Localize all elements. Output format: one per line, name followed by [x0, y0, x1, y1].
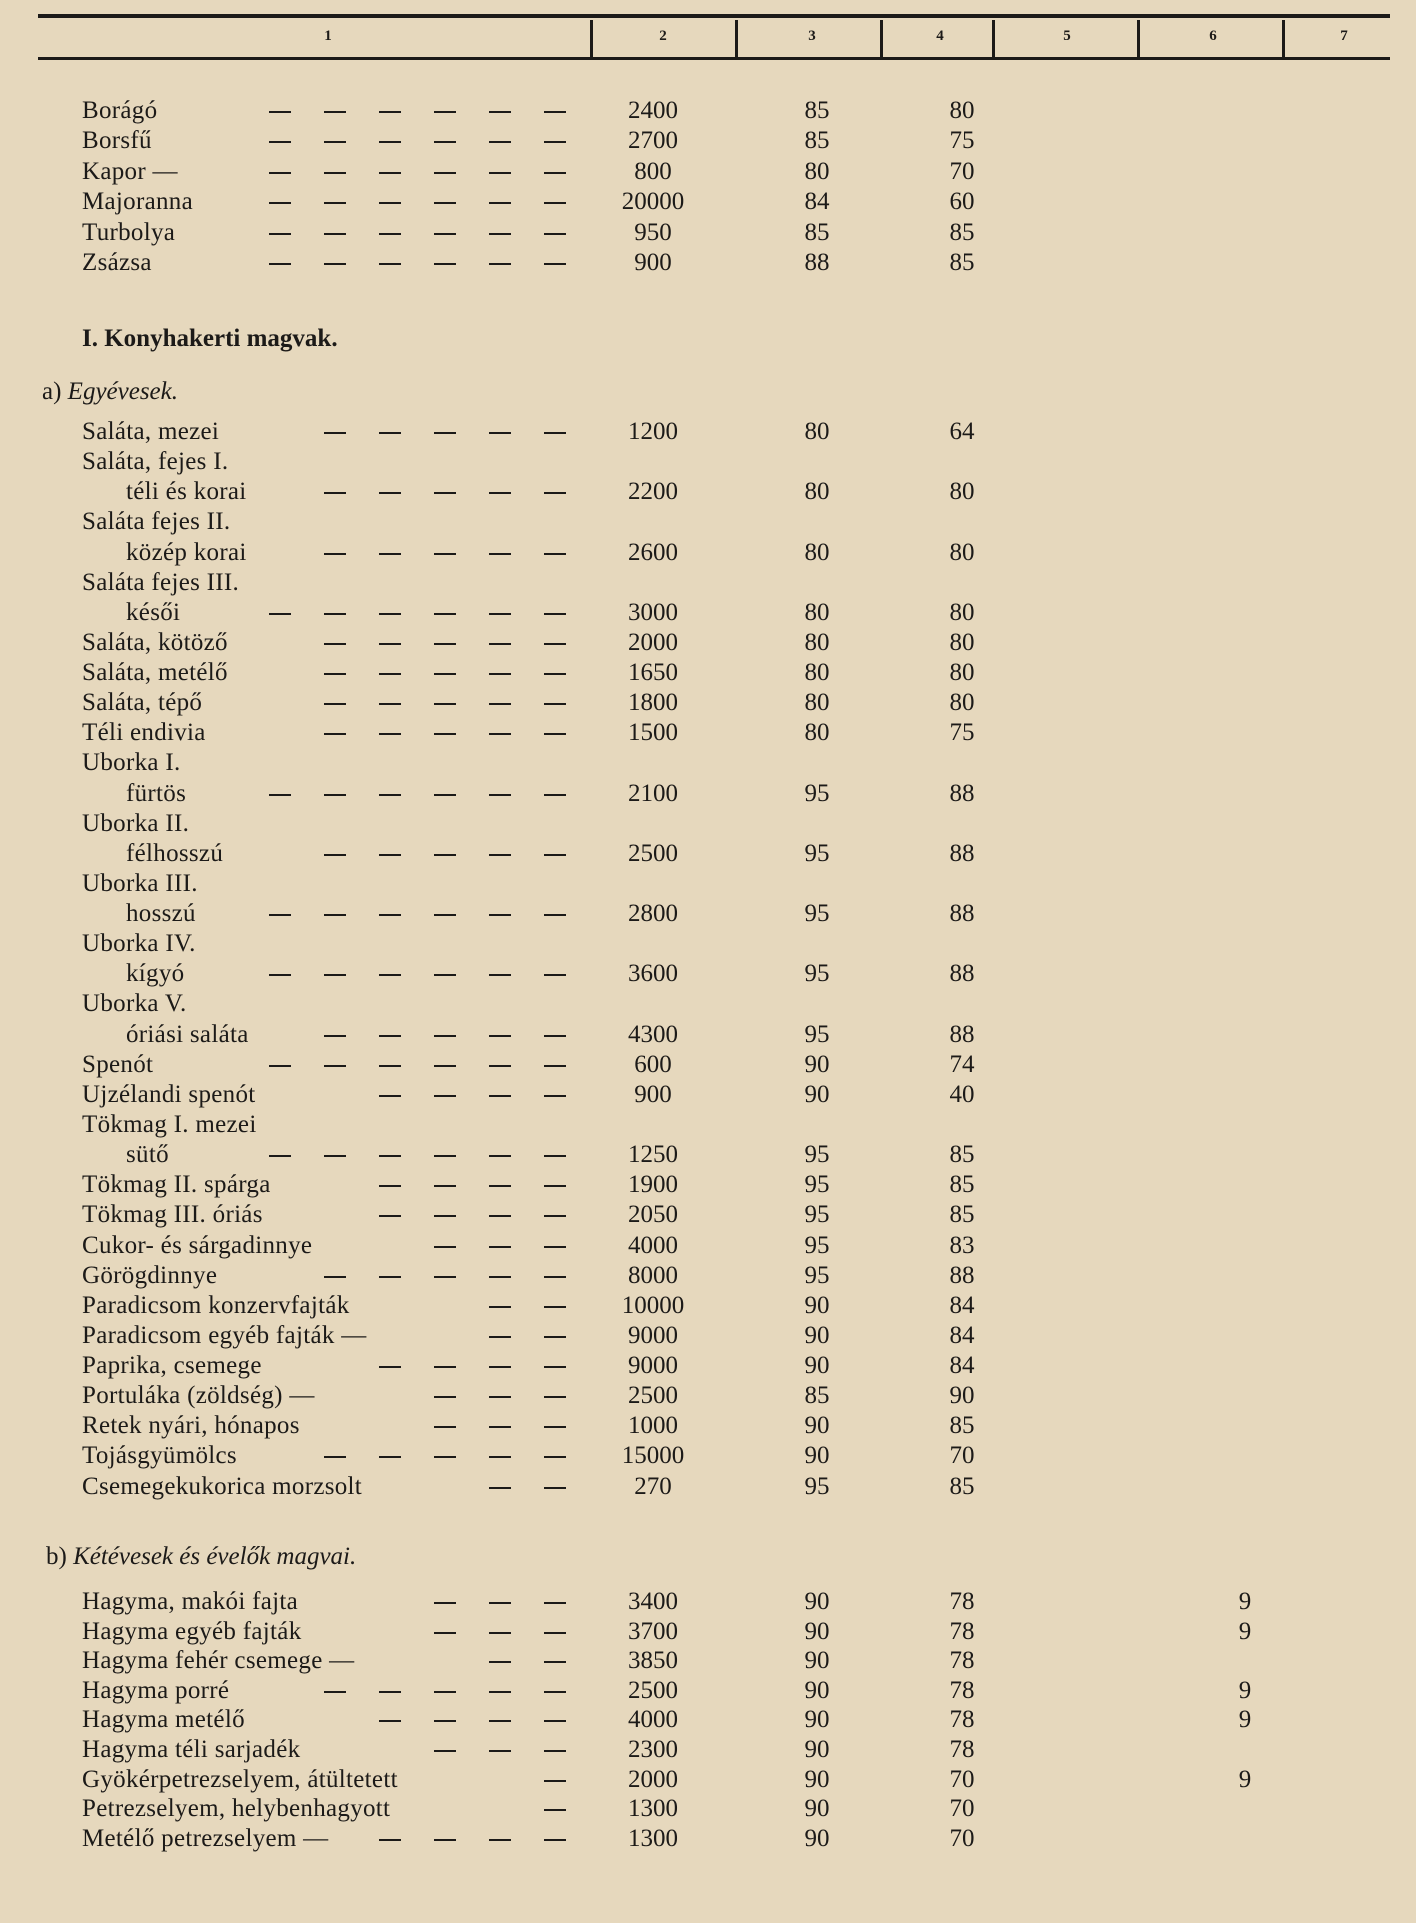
item-name: Hagyma porré [82, 1676, 230, 1704]
table-row [0, 628, 1416, 658]
item-name: közép korai [126, 538, 247, 566]
col-4-value: 85 [949, 218, 975, 246]
leader-dashes [234, 688, 554, 718]
col-divider [1282, 20, 1285, 57]
item-name: óriási saláta [126, 1020, 249, 1048]
col-2-value: 2000 [628, 628, 678, 656]
table-row [0, 1200, 1416, 1230]
col-3-value: 95 [804, 960, 830, 988]
item-name: Saláta fejes III. [82, 568, 240, 596]
table-row [0, 1381, 1416, 1411]
item-name: Paprika, csemege [82, 1352, 262, 1380]
leader-dashes [234, 1321, 554, 1351]
col-4-value: 85 [949, 249, 975, 276]
col-3-value: 85 [804, 1382, 830, 1410]
leader-dashes [234, 1291, 554, 1321]
col-3-value: 85 [804, 218, 830, 246]
leader-dashes [234, 959, 554, 989]
leader-dashes [234, 1050, 554, 1080]
item-name: Hagyma metélő [82, 1706, 245, 1734]
col-2-value: 1800 [628, 689, 678, 717]
table-row [0, 1472, 1416, 1502]
col-4-value: 70 [949, 1795, 975, 1823]
col-2-value: 1000 [628, 1412, 678, 1440]
item-name: Saláta, metélő [82, 659, 228, 687]
col-2-value: 2300 [628, 1736, 678, 1763]
leader-dashes [234, 1735, 554, 1765]
col-4-value: 88 [949, 1261, 975, 1289]
table-row [0, 187, 1416, 217]
table-row [0, 869, 1416, 899]
col-4-value: 70 [949, 157, 975, 185]
col-3-value: 80 [804, 538, 830, 566]
col-2-value: 2500 [628, 1382, 678, 1410]
col-4-value: 78 [949, 1647, 975, 1675]
col-3-value: 95 [804, 779, 830, 807]
table-row [0, 1441, 1416, 1471]
col-4-value: 75 [949, 719, 975, 747]
leader-dashes [234, 1080, 554, 1110]
col-6-value: 9 [1238, 1617, 1252, 1645]
col-2-value: 800 [634, 157, 672, 185]
col-4-value: 80 [949, 97, 975, 124]
table-row [0, 1080, 1416, 1110]
col-4-value: 64 [949, 418, 975, 445]
table-row [0, 447, 1416, 477]
item-name: Hagyma egyéb fajták [82, 1617, 302, 1645]
item-name: késői [126, 598, 181, 626]
table-row [0, 748, 1416, 778]
table-row [0, 1291, 1416, 1321]
col-4-value: 78 [949, 1588, 975, 1615]
col-4-value: 60 [949, 188, 975, 216]
item-name: kígyó [126, 960, 185, 988]
item-name: Metélő petrezselyem — [82, 1824, 329, 1852]
item-name: Görögdinnye [82, 1261, 218, 1289]
subsection-heading-b [46, 1543, 356, 1571]
table-row [0, 96, 1416, 126]
leader-dashes [234, 779, 554, 809]
leader-dashes [234, 218, 554, 248]
col-4-value: 78 [949, 1706, 975, 1734]
col-2-value: 4300 [628, 1020, 678, 1048]
col-4-value: 85 [949, 1412, 975, 1440]
col-4-value: 84 [949, 1291, 975, 1319]
col-3-value: 95 [804, 1201, 830, 1229]
leader-dashes [234, 1351, 554, 1381]
col-3-value: 90 [804, 1617, 830, 1645]
col-divider [1137, 20, 1140, 57]
col-3-value: 80 [804, 418, 830, 445]
col-3-value: 80 [804, 598, 830, 626]
col-3-value: 90 [804, 1795, 830, 1823]
leader-dashes [234, 1794, 554, 1824]
col-4-value: 80 [949, 598, 975, 626]
table-row [0, 126, 1416, 156]
item-name: Hagyma, makói fajta [82, 1588, 299, 1615]
col-divider [735, 20, 738, 57]
col-3-value: 80 [804, 478, 830, 506]
col-2-value: 4000 [628, 1231, 678, 1259]
table-row [0, 718, 1416, 748]
table-row [0, 1110, 1416, 1140]
table-row [0, 1261, 1416, 1291]
table-row [0, 1351, 1416, 1381]
item-name: Saláta fejes II. [82, 508, 231, 536]
col-2-value: 950 [634, 218, 672, 246]
col-3-value: 90 [804, 1706, 830, 1734]
item-name: Téli endivia [82, 719, 206, 747]
item-name: Borsfű [82, 127, 152, 155]
table-row [0, 1765, 1416, 1795]
table-row [0, 779, 1416, 809]
table-row [0, 477, 1416, 507]
item-name: Saláta, mezei [82, 418, 220, 445]
item-name: Uborka III. [82, 869, 198, 897]
item-name: Borágó [82, 97, 158, 124]
item-name: Retek nyári, hónapos [82, 1412, 300, 1440]
col-3-value: 95 [804, 839, 830, 867]
table-row [0, 1321, 1416, 1351]
table-row [0, 1170, 1416, 1200]
item-name: Paradicsom egyéb fajták — [82, 1321, 367, 1349]
col-2-value: 1900 [628, 1171, 678, 1199]
item-name: Zsázsa [82, 249, 152, 276]
col-3-value: 90 [804, 1736, 830, 1763]
table-row [0, 157, 1416, 187]
col-4-value: 70 [949, 1824, 975, 1852]
table-row [0, 1231, 1416, 1261]
col-4-value: 80 [949, 478, 975, 506]
item-name: Turbolya [82, 218, 176, 246]
col-3-value: 95 [804, 1141, 830, 1169]
table-row [0, 1735, 1416, 1765]
table-row [0, 959, 1416, 989]
col-4-value: 83 [949, 1231, 975, 1259]
col-6-value: 9 [1238, 1676, 1252, 1704]
col-6-value: 9 [1238, 1706, 1252, 1734]
table-row [0, 809, 1416, 839]
col-3-value: 90 [804, 1050, 830, 1078]
col-2-value: 3850 [628, 1647, 678, 1675]
item-name: Saláta, tépő [82, 689, 203, 717]
col-4-value: 85 [949, 1201, 975, 1229]
table-row [0, 658, 1416, 688]
leader-dashes [234, 1676, 554, 1706]
item-name: Gyökérpetrezselyem, átültetett [82, 1765, 398, 1793]
leader-dashes [234, 658, 554, 688]
col-3-value: 90 [804, 1291, 830, 1319]
item-name: Ujzélandi spenót [82, 1080, 256, 1108]
column-number: 2 [659, 28, 667, 44]
leader-dashes [234, 1261, 554, 1291]
item-name: Csemegekukorica morzsolt [82, 1472, 363, 1500]
col-2-value: 900 [634, 1080, 672, 1108]
leader-dashes [234, 1200, 554, 1230]
col-3-value: 95 [804, 1472, 830, 1500]
col-3-value: 90 [804, 1321, 830, 1349]
col-2-value: 1300 [628, 1795, 678, 1823]
col-3-value: 95 [804, 1231, 830, 1259]
table-row [0, 1646, 1416, 1676]
col-3-value: 90 [804, 1765, 830, 1793]
col-3-value: 88 [804, 249, 830, 276]
col-4-value: 85 [949, 1171, 975, 1199]
leader-dashes [234, 157, 554, 187]
col-4-value: 90 [949, 1382, 975, 1410]
leader-dashes [234, 1170, 554, 1200]
col-4-value: 70 [949, 1765, 975, 1793]
leader-dashes [234, 1587, 554, 1617]
item-name: Uborka V. [82, 990, 187, 1018]
col-3-value: 90 [804, 1588, 830, 1615]
col-3-value: 90 [804, 1352, 830, 1380]
table-row [0, 688, 1416, 718]
col-2-value: 1650 [628, 659, 678, 687]
col-3-value: 95 [804, 900, 830, 928]
leader-dashes [234, 187, 554, 217]
col-4-value: 88 [949, 779, 975, 807]
leader-dashes [234, 538, 554, 568]
col-3-value: 90 [804, 1412, 830, 1440]
col-2-value: 2400 [628, 97, 678, 124]
col-4-value: 84 [949, 1321, 975, 1349]
col-2-value: 2050 [628, 1201, 678, 1229]
table-row [0, 929, 1416, 959]
col-4-value: 80 [949, 538, 975, 566]
col-2-value: 2800 [628, 900, 678, 928]
leader-dashes [234, 1381, 554, 1411]
col-divider [880, 20, 883, 57]
table-row [0, 1824, 1416, 1854]
subsection-label: b) [46, 1543, 67, 1570]
col-4-value: 74 [949, 1050, 975, 1078]
col-2-value: 9000 [628, 1352, 678, 1380]
leader-dashes [234, 1617, 554, 1647]
col-3-value: 84 [804, 188, 830, 216]
table-row [0, 248, 1416, 278]
col-4-value: 75 [949, 127, 975, 155]
col-3-value: 90 [804, 1676, 830, 1704]
col-3-value: 95 [804, 1171, 830, 1199]
col-3-value: 80 [804, 689, 830, 717]
subsection-label: a) [42, 378, 62, 405]
col-3-value: 85 [804, 127, 830, 155]
col-3-value: 90 [804, 1647, 830, 1675]
item-name: félhosszú [126, 839, 224, 867]
col-2-value: 4000 [628, 1706, 678, 1734]
col-3-value: 80 [804, 719, 830, 747]
item-name: Cukor- és sárgadinnye [82, 1231, 313, 1259]
leader-dashes [234, 126, 554, 156]
table-row [0, 839, 1416, 869]
leader-dashes [234, 1020, 554, 1050]
col-4-value: 40 [949, 1080, 975, 1108]
header-top-rule [38, 14, 1390, 18]
leader-dashes [234, 598, 554, 628]
leader-dashes [234, 899, 554, 929]
leader-dashes [234, 96, 554, 126]
col-2-value: 9000 [628, 1321, 678, 1349]
table-row [0, 1617, 1416, 1647]
col-4-value: 78 [949, 1617, 975, 1645]
item-name: Tökmag II. spárga [82, 1171, 271, 1199]
item-name: Uborka II. [82, 809, 190, 837]
table-row [0, 1794, 1416, 1824]
col-6-value: 9 [1238, 1588, 1252, 1615]
col-3-value: 95 [804, 1261, 830, 1289]
table-row [0, 568, 1416, 598]
item-name: Tökmag III. óriás [82, 1201, 263, 1229]
leader-dashes [234, 1411, 554, 1441]
col-2-value: 2500 [628, 839, 678, 867]
col-4-value: 78 [949, 1676, 975, 1704]
col-2-value: 2200 [628, 478, 678, 506]
table-row [0, 1705, 1416, 1735]
col-2-value: 2500 [628, 1676, 678, 1704]
item-name: Portuláka (zöldség) — [82, 1382, 315, 1410]
col-2-value: 600 [634, 1050, 672, 1078]
col-2-value: 3600 [628, 960, 678, 988]
col-2-value: 1250 [628, 1141, 678, 1169]
col-4-value: 85 [949, 1141, 975, 1169]
col-3-value: 85 [804, 97, 830, 124]
col-2-value: 15000 [621, 1442, 685, 1470]
col-divider [590, 20, 593, 57]
table-row [0, 989, 1416, 1019]
table-row [0, 598, 1416, 628]
item-name: Tökmag I. mezei [82, 1110, 257, 1138]
section-heading: I. Konyhakerti magvak. [82, 325, 338, 352]
table-row [0, 1020, 1416, 1050]
item-name: Paradicsom konzervfajták [82, 1291, 350, 1319]
column-number: 5 [1063, 28, 1071, 44]
table-row [0, 1587, 1416, 1617]
item-name: Saláta, kötöző [82, 628, 228, 656]
item-name: téli és korai [126, 478, 247, 506]
leader-dashes [234, 839, 554, 869]
col-3-value: 80 [804, 628, 830, 656]
col-2-value: 1500 [628, 719, 678, 747]
col-6-value: 9 [1238, 1765, 1252, 1793]
col-4-value: 88 [949, 960, 975, 988]
leader-dashes [234, 1472, 554, 1502]
leader-dashes [234, 417, 554, 447]
col-4-value: 80 [949, 689, 975, 717]
col-3-value: 90 [804, 1442, 830, 1470]
column-number: 7 [1340, 28, 1348, 44]
table-row [0, 218, 1416, 248]
table-row [0, 1411, 1416, 1441]
item-name: Tojásgyümölcs [82, 1442, 237, 1470]
column-number: 1 [324, 28, 332, 44]
col-2-value: 20000 [621, 188, 685, 216]
col-2-value: 1200 [628, 418, 678, 445]
item-name: hosszú [126, 900, 196, 928]
col-4-value: 84 [949, 1352, 975, 1380]
subsection-title: Kétévesek és évelők magvai. [73, 1543, 357, 1570]
item-name: Hagyma fehér csemege — [82, 1647, 355, 1675]
leader-dashes [234, 477, 554, 507]
col-3-value: 95 [804, 1020, 830, 1048]
col-4-value: 88 [949, 900, 975, 928]
col-2-value: 3000 [628, 598, 678, 626]
item-name: Petrezselyem, helybenhagyott [82, 1795, 391, 1823]
subsection-title: Egyévesek. [67, 378, 178, 405]
col-4-value: 70 [949, 1442, 975, 1470]
leader-dashes [234, 1705, 554, 1735]
item-name: Uborka I. [82, 749, 181, 777]
col-2-value: 270 [634, 1472, 672, 1500]
col-2-value: 8000 [628, 1261, 678, 1289]
col-2-value: 10000 [621, 1291, 685, 1319]
leader-dashes [234, 718, 554, 748]
col-2-value: 900 [634, 249, 672, 276]
table-row [0, 1140, 1416, 1170]
item-name: Kapor — [82, 157, 178, 185]
item-name: fürtös [126, 779, 187, 807]
col-4-value: 88 [949, 839, 975, 867]
table-row [0, 1676, 1416, 1706]
item-name: sütő [126, 1141, 169, 1169]
column-number: 4 [936, 28, 944, 44]
leader-dashes [234, 1646, 554, 1676]
table-row [0, 899, 1416, 929]
leader-dashes [234, 1441, 554, 1471]
col-4-value: 88 [949, 1020, 975, 1048]
leader-dashes [234, 1140, 554, 1170]
col-4-value: 80 [949, 628, 975, 656]
col-3-value: 90 [804, 1080, 830, 1108]
column-number: 3 [808, 28, 816, 44]
table-row [0, 507, 1416, 537]
col-2-value: 3400 [628, 1588, 678, 1615]
table-row [0, 417, 1416, 447]
table-row [0, 1050, 1416, 1080]
col-2-value: 2700 [628, 127, 678, 155]
col-divider [992, 20, 995, 57]
header-bottom-rule [38, 57, 1390, 60]
item-name: Hagyma téli sarjadék [82, 1736, 301, 1763]
leader-dashes [234, 1765, 554, 1795]
col-4-value: 80 [949, 659, 975, 687]
item-name: Spenót [82, 1050, 154, 1078]
col-2-value: 3700 [628, 1617, 678, 1645]
item-name: Saláta, fejes I. [82, 448, 229, 476]
leader-dashes [234, 248, 554, 278]
leader-dashes [234, 1824, 554, 1854]
col-3-value: 80 [804, 659, 830, 687]
subsection-heading-a [42, 378, 178, 406]
item-name: Uborka IV. [82, 930, 196, 958]
col-4-value: 85 [949, 1472, 975, 1500]
col-3-value: 80 [804, 157, 830, 185]
col-4-value: 78 [949, 1736, 975, 1763]
col-2-value: 2600 [628, 538, 678, 566]
col-2-value: 2000 [628, 1765, 678, 1793]
leader-dashes [234, 628, 554, 658]
col-3-value: 90 [804, 1824, 830, 1852]
col-2-value: 1300 [628, 1824, 678, 1852]
column-number: 6 [1209, 28, 1217, 44]
table-row [0, 538, 1416, 568]
item-name: Majoranna [82, 188, 193, 216]
leader-dashes [234, 1231, 554, 1261]
col-2-value: 2100 [628, 779, 678, 807]
